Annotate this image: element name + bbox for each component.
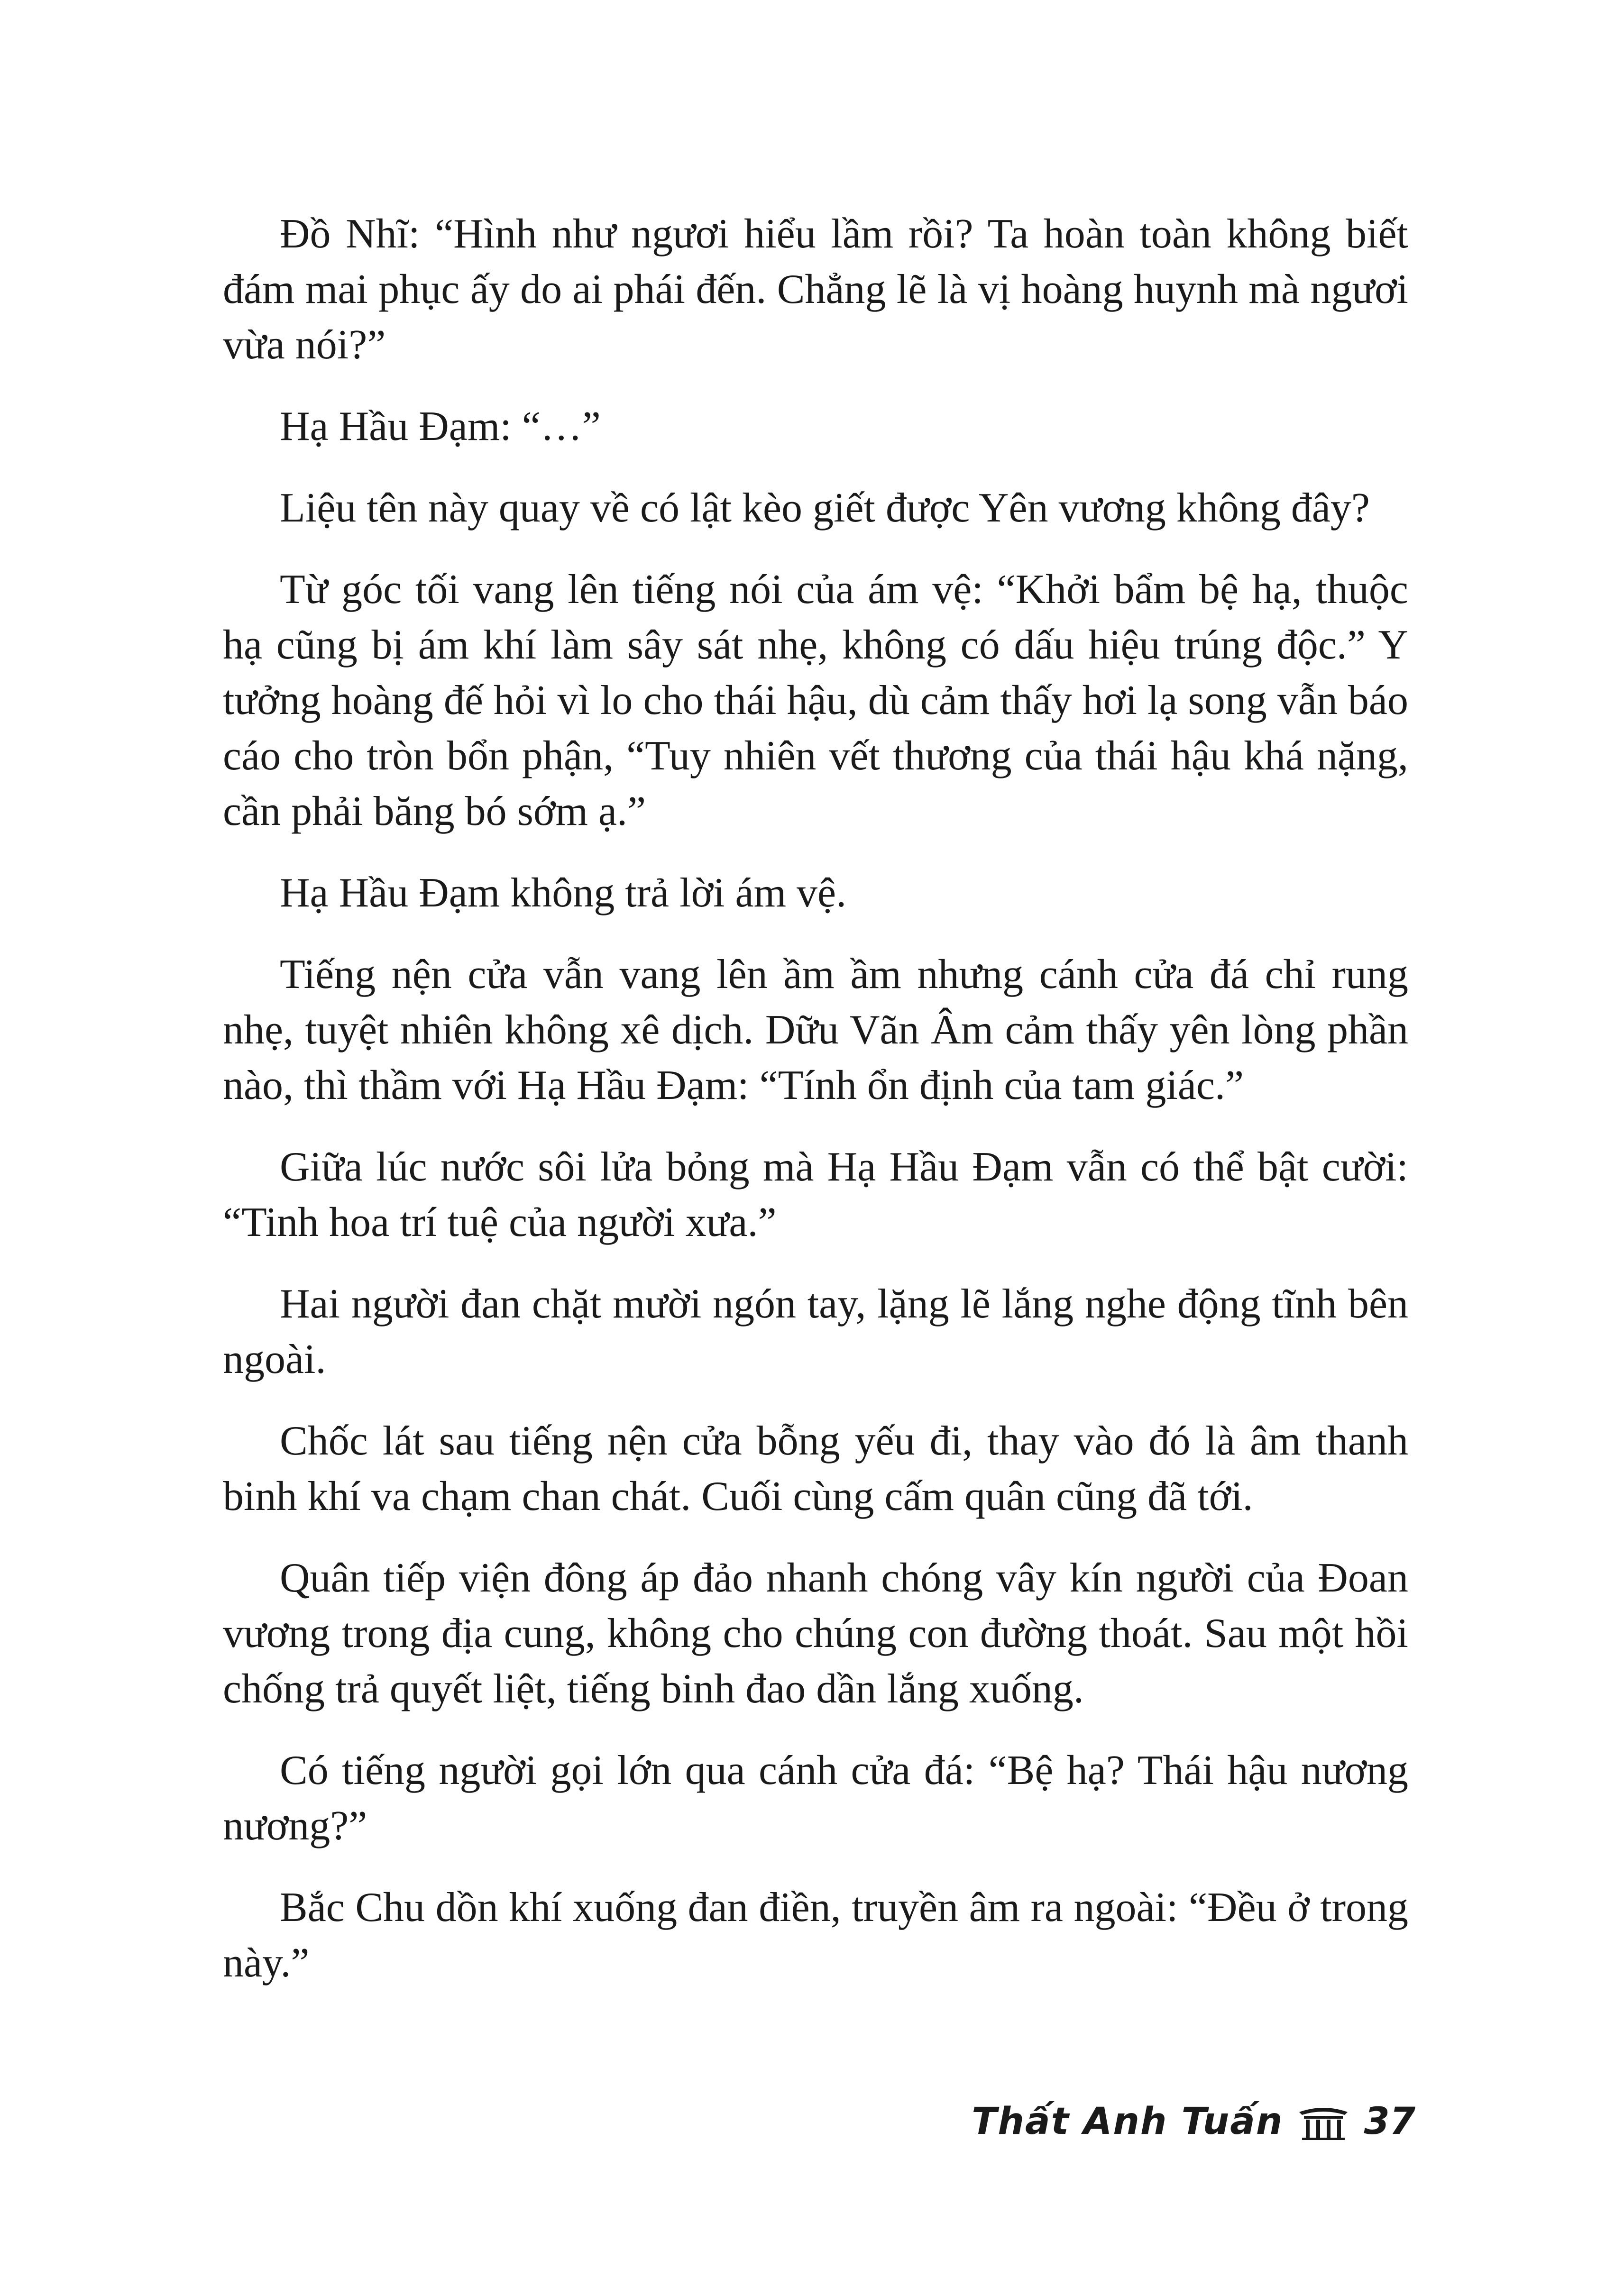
paragraph-4: Từ góc tối vang lên tiếng nói của ám vệ: “Khởi bẩm bệ hạ, thuộc hạ cũng bị ám khí làm sây sát nhẹ, không có dấu hiệu trúng độc.” Y tưởng hoàng đế hỏi vì lo cho thái hậu, dù cảm thấy hơi lạ song vẫn báo cáo cho tròn bổn phận, “Tuy nhiên vết thương của thái hậu khá nặng, cần phải băng bó sớm ạ.” <box>223 567 1408 834</box>
series-title: Thất Anh Tuấn <box>972 2100 1284 2143</box>
paragraph-10: Quân tiếp viện đông áp đảo nhanh chóng vây kín người của Đoan vương trong địa cung, không cho chúng con đường thoát. Sau một hồi chống trả quyết liệt, tiếng binh đao dần lắng xuống. <box>223 1555 1408 1712</box>
page-footer <box>972 2095 1415 2148</box>
pavilion-icon <box>1297 2103 1349 2140</box>
paragraph-8: Hai người đan chặt mười ngón tay, lặng lẽ lắng nghe động tĩnh bên ngoài. <box>223 1281 1408 1382</box>
paragraph-9: Chốc lát sau tiếng nện cửa bỗng yếu đi, thay vào đó là âm thanh binh khí va chạm chan chát. Cuối cùng cấm quân cũng đã tới. <box>223 1418 1408 1519</box>
page-body <box>223 206 1408 2017</box>
paragraph-6: Tiếng nện cửa vẫn vang lên ầm ầm nhưng cánh cửa đá chỉ rung nhẹ, tuyệt nhiên không xê dịch. Dữu Vãn Âm cảm thấy yên lòng phần nào, thì thầm với Hạ Hầu Đạm: “Tính ổn định của tam giác.” <box>223 951 1408 1108</box>
paragraph-11: Có tiếng người gọi lớn qua cánh cửa đá: “Bệ hạ? Thái hậu nương nương?” <box>223 1747 1408 1849</box>
paragraph-12: Bắc Chu dồn khí xuống đan điền, truyền âm ra ngoài: “Đều ở trong này.” <box>223 1884 1408 1986</box>
paragraph-2: Hạ Hầu Đạm: “…” <box>280 403 601 449</box>
paragraph-7: Giữa lúc nước sôi lửa bỏng mà Hạ Hầu Đạm vẫn có thể bật cười: “Tinh hoa trí tuệ của người xưa.” <box>223 1144 1408 1245</box>
page-number: 37 <box>1364 2100 1415 2143</box>
paragraph-1: Đồ Nhĩ: “Hình như ngươi hiểu lầm rồi? Ta hoàn toàn không biết đám mai phục ấy do ai phái đến. Chẳng lẽ là vị hoàng huynh mà ngươi vừa nói?” <box>223 211 1408 368</box>
paragraph-3: Liệu tên này quay về có lật kèo giết được Yên vương không đây? <box>280 485 1370 531</box>
paragraph-5: Hạ Hầu Đạm không trả lời ám vệ. <box>280 870 847 916</box>
